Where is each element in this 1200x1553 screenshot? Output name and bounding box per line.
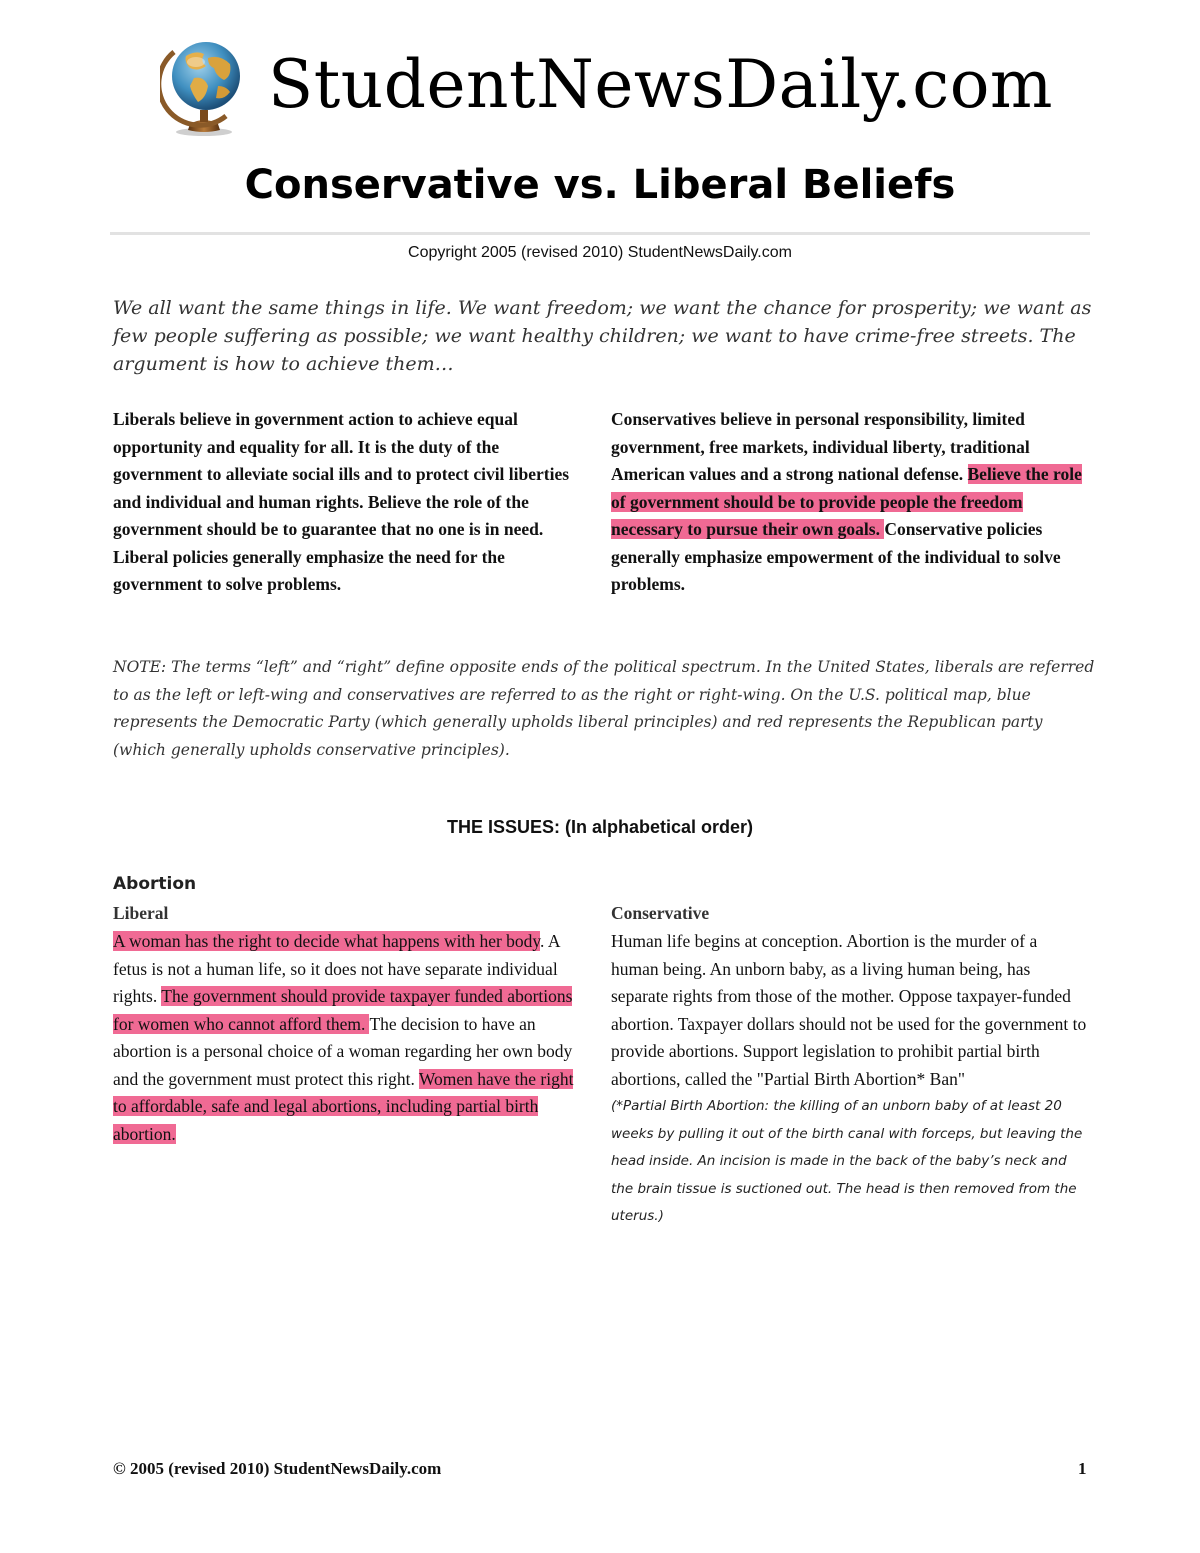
page-title: Conservative vs. Liberal Beliefs xyxy=(244,162,956,208)
conservative-definition-highlight: Believe the role of government should be to provide people the freedom necessary to pursue their own goals. xyxy=(611,464,1082,539)
copyright-line: Copyright 2005 (revised 2010) StudentNewsDaily.com xyxy=(408,244,792,261)
issues-heading: THE ISSUES: (In alphabetical order) xyxy=(446,817,754,837)
conservative-footnote: (*Partial Birth Abortion: the killing of an unborn baby of at least 20 weeks by pulling it out of the birth canal with forceps, but leaving the head inside. An incision is made in the back of the baby’s neck and the brain tissue is suctioned out. The head is then removed from the uterus.) xyxy=(611,1098,1083,1224)
liberal-text-2: The decision to have an abortion is a personal choice of a woman regarding her own body and the government must protect this right. xyxy=(113,1013,573,1089)
globe-icon xyxy=(160,32,256,136)
conservative-label: Conservative xyxy=(611,903,710,923)
site-name: StudentNewsDaily.com xyxy=(268,46,1054,123)
note-paragraph: NOTE: The terms “left” and “right” define opposite ends of the political spectrum. In the United States, liberals are referred to as the left or left-wing and conservatives are referred to as the right or right-wing. On the U.S. political map, blue represents the Democratic Party (which generally upholds liberal principles) and red represents the Republican party (which generally upholds conservative principles). xyxy=(113,658,1095,759)
footer-copyright: © 2005 (revised 2010) StudentNewsDaily.com xyxy=(113,1459,442,1478)
masthead xyxy=(150,28,1054,138)
conservative-position xyxy=(611,928,1087,1231)
liberal-text-1: . A fetus is not a human life, so it does not have separate individual rights. xyxy=(113,931,560,1006)
liberal-highlight-3: Women have the right to affordable, safe and legal abortions, including partial birth abortion. xyxy=(113,1068,574,1144)
title-divider xyxy=(110,232,1090,235)
intro-paragraph: We all want the same things in life. We want freedom; we want the chance for prosperity; we want as few people suffering as possible; we want healthy children; we want to have crime-free streets. The argument is how to achieve them… xyxy=(113,297,1092,375)
conservative-definition-text: Conservatives believe in personal responsibility, limited government, free markets, individual liberty, traditional American values and a strong national defense. xyxy=(611,409,1030,484)
page-number: 1 xyxy=(1078,1459,1087,1478)
issue-topic: Abortion xyxy=(113,874,197,894)
conservative-definition-text-end: Conservative policies generally emphasize empowerment of the individual to solve problems. xyxy=(611,519,1061,594)
liberal-highlight-2: The government should provide taxpayer funded abortions for women who cannot afford them. xyxy=(113,986,573,1034)
liberal-definition: Liberals believe in government action to achieve equal opportunity and equality for all. It is the duty of the government to alleviate social ills and to protect civil liberties and individual and human rights. Believe the role of the government should be to guarantee that no one is in need. Liberal policies generally emphasize the need for the government to solve problems. xyxy=(113,409,570,594)
liberal-label: Liberal xyxy=(113,903,169,923)
conservative-position-text: Human life begins at conception. Abortion is the murder of a human being. An unborn baby, as a living human being, has separate rights from those of the mother. Oppose taxpayer-funded abortion. Taxpayer dollars should not be used for the government to provide abortions. Support legislation to prohibit partial birth abortions, called the "Partial Birth Abortion* Ban" xyxy=(611,931,1087,1089)
liberal-position xyxy=(113,928,589,1148)
conservative-definition xyxy=(611,406,1087,599)
liberal-highlight-1: A woman has the right to decide what happens with her body xyxy=(113,931,541,951)
